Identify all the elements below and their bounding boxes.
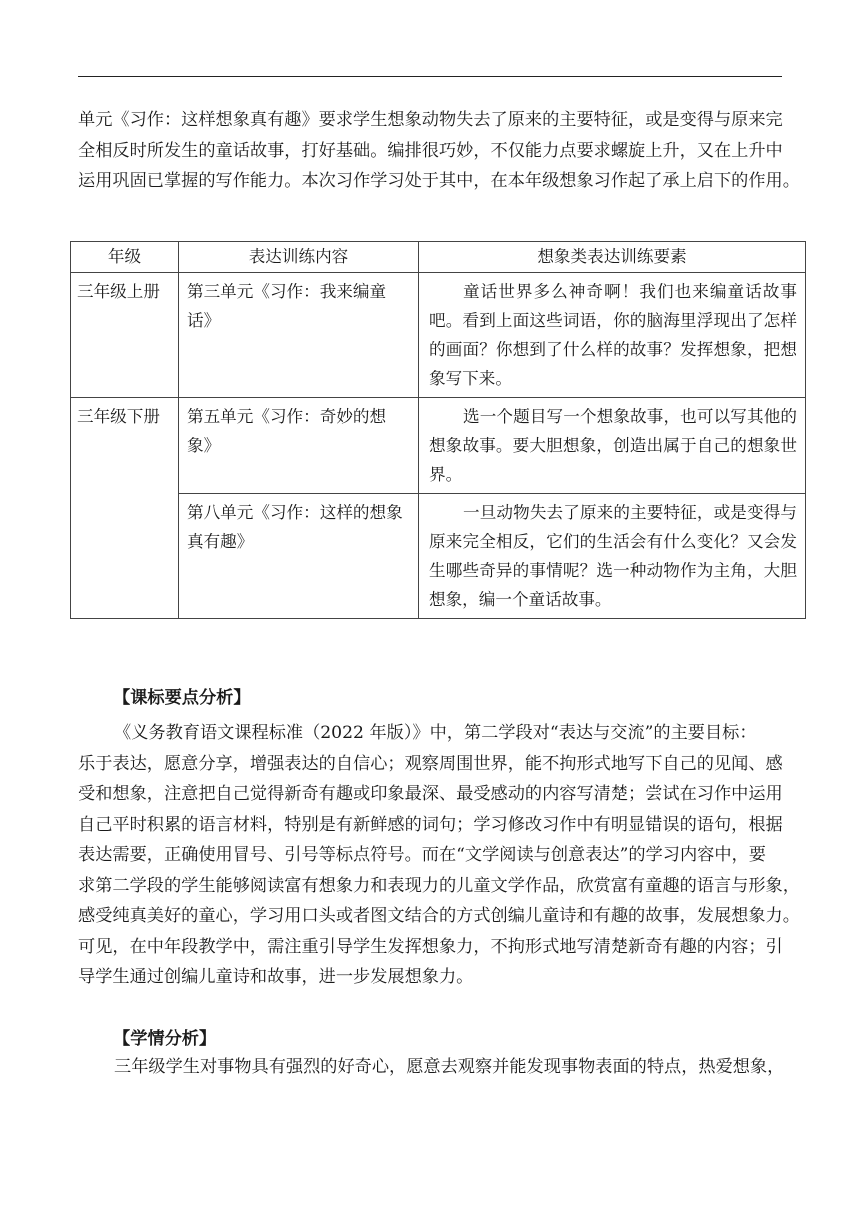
- section-title-curriculum: 【课标要点分析】: [113, 688, 251, 708]
- header-rule: [78, 76, 782, 77]
- table-row: [71, 398, 806, 494]
- curriculum-paragraph: [78, 718, 800, 993]
- intro-line: 运用巩固已掌握的写作能力。本次习作学习处于其中，在本年级想象习作起了承上启下的作用。: [78, 171, 800, 191]
- curriculum-line: 感受纯真美好的童心，学习用口头或者图文结合的方式创编儿童诗和有趣的故事，发展想象力。: [78, 906, 800, 926]
- intro-paragraph: [78, 105, 800, 197]
- grade-cell: 三年级上册: [71, 273, 179, 398]
- curriculum-line: 受和想象，注意把自己觉得新奇有趣或印象最深、最受感动的内容写清楚；尝试在习作中运用: [78, 784, 783, 804]
- requirement-text: 童话世界多么神奇啊！我们也来编童话故事吧。看到上面这些词语，你的脑海里浮现出了怎样的画面？你想到了什么样的故事？发挥想象，把想象写下来。: [429, 282, 797, 388]
- content-cell: 第三单元《习作：我来编童话》: [179, 273, 419, 398]
- header-grade: 年级: [71, 242, 179, 273]
- requirement-text: 一旦动物失去了原来的主要特征，或是变得与原来完全相反，它们的生活会有什么变化？又会发生哪些奇异的事情呢？选一种动物作为主角，大胆想象，编一个童话故事。: [429, 503, 797, 609]
- training-table: [70, 241, 806, 619]
- requirement-text: 选一个题目写一个想象故事，也可以写其他的想象故事。要大胆想象，创造出属于自己的想象世界。: [429, 407, 797, 484]
- learner-analysis-line: 三年级学生对事物具有强烈的好奇心，愿意去观察并能发现事物表面的特点，热爱想象，: [114, 1057, 785, 1077]
- curriculum-line: 《义务教育语文课程标准（2022 年版）》中，第二学段对“表达与交流”的主要目标：: [114, 723, 757, 743]
- content-cell: 第八单元《习作：这样的想象真有趣》: [179, 494, 419, 619]
- table-row: [71, 273, 806, 398]
- curriculum-line: 自己平时积累的语言材料，特别是有新鲜感的词句；学习修改习作中有明显错误的语句，根据: [78, 814, 783, 835]
- learner-analysis-paragraph: [78, 1052, 784, 1083]
- requirement-cell: [419, 398, 806, 494]
- grade-cell: 三年级下册: [71, 398, 179, 619]
- table-header-row: [71, 242, 806, 273]
- requirement-cell: [419, 273, 806, 398]
- content-cell: 第五单元《习作：奇妙的想象》: [179, 398, 419, 494]
- intro-line: 单元《习作：这样想象真有趣》要求学生想象动物失去了原来的主要特征，或是变得与原来完: [78, 110, 783, 130]
- header-content: 表达训练内容: [179, 242, 419, 273]
- table-row: [71, 494, 806, 619]
- curriculum-line: 表达需要，正确使用冒号、引号等标点符号。而在“文学阅读与创意表达”的学习内容中，要: [78, 845, 766, 865]
- curriculum-line: 可见，在中年段教学中，需注重引导学生发挥想象力，不拘形式地写清楚新奇有趣的内容；引: [78, 936, 783, 957]
- curriculum-line: 求第二学段的学生能够阅读富有想象力和表现力的儿童文学作品，欣赏富有童趣的语言与形象，: [78, 875, 800, 896]
- intro-line: 全相反时所发生的童话故事，打好基础。编排很巧妙，不仅能力点要求螺旋上升，又在上升中: [78, 140, 783, 161]
- curriculum-line: 导学生通过创编儿童诗和故事，进一步发展想象力。: [78, 967, 474, 987]
- section-title-learner-analysis: 【学情分析】: [113, 1029, 217, 1049]
- requirement-cell: [419, 494, 806, 619]
- curriculum-line: 乐于表达，愿意分享，增强表达的自信心；观察周围世界，能不拘形式地写下自己的见闻、感: [78, 753, 783, 774]
- header-requirement: 想象类表达训练要素: [419, 242, 806, 273]
